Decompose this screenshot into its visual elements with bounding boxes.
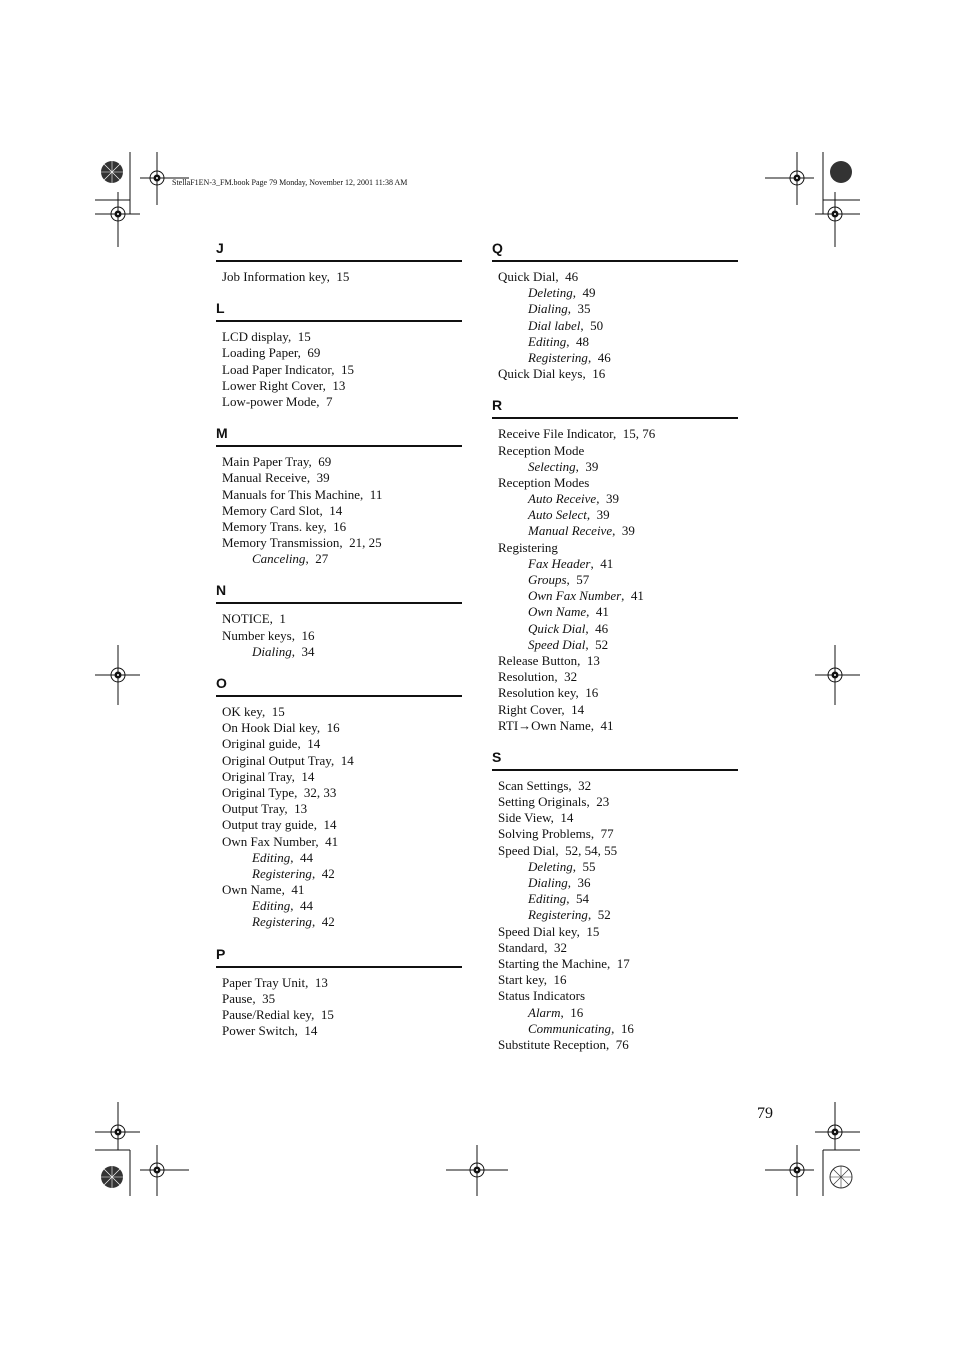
section-rule (216, 966, 462, 968)
entry-list (492, 269, 738, 382)
index-subentry: Dial label, 50 (528, 317, 604, 333)
index-entry: Memory Card Slot, 14 (222, 502, 343, 518)
entry-list (216, 269, 462, 285)
entry-term: Number keys (222, 627, 292, 643)
index-entry: Quick Dial, 46 (498, 269, 579, 284)
entry-list (216, 704, 462, 931)
entry-term: Output tray guide (222, 817, 314, 833)
entry-term: NOTICE (222, 611, 270, 627)
index-entry: Paper Tray Unit, 13 (222, 974, 328, 990)
index-entry: On Hook Dial key, 16 (222, 720, 340, 736)
entry-pages: 27 (315, 551, 329, 567)
index-entry: Memory Trans. key, 16 (222, 518, 347, 534)
entry-pages: 41 (600, 717, 614, 733)
index-subentry: Auto Receive, 39 (528, 491, 619, 507)
index-section-p (216, 946, 462, 1040)
index-entry (492, 988, 738, 1004)
index-entry: Own Name, 41 (222, 882, 305, 898)
index-entry: Standard, 32 (498, 939, 567, 955)
index-entry: Output Tray, 13 (222, 801, 308, 817)
section-letter: O (216, 675, 227, 691)
index-entry: Right Cover, 14 (498, 701, 585, 717)
entry-pages: 16 (570, 1004, 584, 1020)
entry-term: Quick Dial (498, 269, 556, 284)
entry-pages: 69 (318, 454, 332, 470)
page-number: 79 (757, 1105, 773, 1122)
index-entry: Setting Originals, 23 (498, 794, 610, 810)
entry-pages: 32 (553, 939, 567, 955)
entry-pages: 14 (329, 502, 343, 518)
entry-pages: 14 (301, 768, 315, 784)
entry-list (216, 329, 462, 410)
entry-term: Original Type (222, 784, 295, 800)
entry-term: Status Indicators (498, 988, 586, 1004)
section-rule (216, 320, 462, 322)
index-entry: RTI→Own Name, 41 (498, 717, 614, 733)
index-subentry: Speed Dial, 52 (528, 636, 609, 652)
index-subentry: Groups, 57 (528, 572, 590, 587)
entry-term: OK key (222, 704, 262, 719)
index-entry: OK key, 15 (222, 704, 285, 719)
entry-pages: 15 (297, 329, 311, 345)
entry-pages: 76 (615, 1036, 629, 1052)
index-section-o (216, 675, 462, 931)
entry-term: Memory Transmission (222, 535, 340, 551)
index-entry: Main Paper Tray, 69 (222, 454, 332, 470)
entry-term: Manual Receive (528, 523, 613, 539)
section-letter: P (216, 945, 226, 962)
entry-pages: 13 (294, 801, 308, 817)
entry-pages: 16 (301, 627, 315, 643)
index-entry: Job Information key, 15 (222, 269, 350, 284)
index-subentry: Editing, 54 (528, 891, 590, 907)
index-subentry: Editing, 48 (528, 333, 590, 349)
entry-pages: 32 (578, 777, 592, 793)
section-letter: J (216, 240, 224, 256)
entry-term: Fax Header (528, 555, 591, 571)
index-subentry: Own Fax Number, 41 (528, 588, 644, 604)
entry-pages: 14 (304, 1023, 318, 1039)
index-subentry: Dialing, 36 (528, 875, 591, 890)
entry-term: On Hook Dial key (222, 720, 317, 736)
entry-pages: 35 (262, 990, 276, 1006)
entry-term: Auto Receive (528, 491, 597, 507)
entry-term: Job Information key (222, 269, 327, 284)
entry-pages: 16 (592, 366, 606, 382)
entry-term: Own Fax Number (222, 833, 316, 849)
index-entry (492, 540, 738, 556)
entry-pages: 48 (576, 333, 590, 349)
index-subentry: Dialing, 35 (528, 301, 591, 317)
entry-pages: 54 (576, 891, 590, 907)
entry-term: RTI→Own Name (498, 717, 591, 733)
entry-pages: 32 (564, 669, 578, 685)
entry-term: Setting Originals (498, 794, 587, 810)
section-letter: N (216, 582, 227, 599)
entry-term: Memory Trans. key (222, 518, 324, 534)
entry-term: Original guide (222, 736, 298, 752)
index-entry: Solving Problems, 77 (498, 826, 614, 842)
entry-term: Groups (528, 572, 567, 587)
entry-pages: 77 (600, 826, 614, 842)
index-column-left (216, 240, 462, 1054)
index-entry: Original Tray, 14 (222, 768, 315, 784)
index-subentry: Manual Receive, 39 (528, 523, 635, 539)
entry-term: Reception Modes (498, 474, 590, 490)
entry-pages: 39 (316, 470, 330, 486)
entry-pages: 14 (307, 736, 321, 752)
entry-term: Deleting (528, 285, 573, 301)
entry-term: Receive File Indicator (498, 426, 613, 442)
entry-term: Standard (498, 939, 545, 955)
index-entry: Load Paper Indicator, 15 (222, 361, 354, 377)
index-subentry: Registering, 42 (252, 914, 335, 930)
entry-term: Scan Settings (498, 777, 569, 793)
index-entry: Loading Paper, 69 (222, 345, 321, 361)
index-entry: Receive File Indicator, 15, 76 (498, 426, 656, 442)
index-entry: Speed Dial key, 15 (498, 923, 600, 939)
entry-pages: 21, 25 (349, 535, 382, 551)
index-subentry: Fax Header, 41 (528, 555, 614, 571)
index-section-q (492, 240, 738, 382)
entry-term: Manuals for This Machine (222, 486, 361, 502)
entry-term: Own Name (222, 882, 282, 898)
index-subentry: Registering, 46 (528, 349, 611, 365)
index-section-r (492, 397, 738, 734)
section-rule (492, 417, 738, 419)
entry-pages: 15 (340, 361, 354, 377)
section-rule (492, 260, 738, 262)
entry-term: Own Name (528, 604, 587, 620)
entry-term: Editing (528, 333, 567, 349)
index-section-m (216, 425, 462, 567)
index-entry (492, 443, 738, 459)
entry-pages: 16 (333, 518, 347, 534)
index-entry: Original Type, 32, 33 (222, 784, 337, 800)
index-entry: Low-power Mode, 7 (222, 393, 333, 409)
index-entry: Power Switch, 14 (222, 1023, 318, 1039)
entry-term: Canceling (252, 551, 306, 567)
index-subentry: Selecting, 39 (528, 458, 599, 474)
entry-term: Dialing (252, 643, 292, 659)
entry-list (492, 778, 738, 1053)
entry-pages: 13 (332, 377, 346, 393)
index-entry: Scan Settings, 32 (498, 777, 592, 793)
index-column-right (492, 240, 738, 1068)
section-rule (216, 445, 462, 447)
entry-term: Editing (252, 898, 291, 914)
entry-pages: 52 (595, 636, 609, 652)
entry-term: Starting the Machine (498, 955, 608, 971)
entry-pages: 14 (340, 752, 354, 768)
index-entry: Own Fax Number, 41 (222, 833, 339, 849)
entry-term: Communicating (528, 1020, 612, 1036)
index-entry: Side View, 14 (498, 810, 574, 826)
entry-term: Resolution key (498, 685, 576, 701)
entry-pages: 32, 33 (303, 784, 337, 800)
entry-term: Quick Dial keys (498, 366, 583, 382)
entry-term: Paper Tray Unit (222, 974, 306, 990)
index-entry: LCD display, 15 (222, 329, 311, 345)
index-entry: Release Button, 13 (498, 652, 600, 668)
entry-term: Quick Dial (528, 620, 586, 636)
entry-term: Speed Dial (498, 842, 556, 858)
entry-pages: 52, 54, 55 (565, 842, 618, 858)
entry-pages: 15 (336, 269, 350, 284)
entry-pages: 39 (596, 507, 610, 523)
entry-term: Release Button (498, 652, 578, 668)
entry-pages: 13 (314, 974, 328, 990)
entry-term: Registering (498, 539, 558, 555)
entry-term: Dialing (528, 301, 568, 317)
entry-pages: 41 (325, 833, 339, 849)
entry-pages: 39 (621, 523, 635, 539)
index-entry: Original Output Tray, 14 (222, 752, 354, 768)
index-subentry: Editing, 44 (252, 898, 314, 914)
entry-term: Pause/Redial key (222, 1007, 312, 1022)
entry-pages: 52 (597, 907, 611, 923)
index-subentry: Registering, 42 (252, 865, 335, 881)
entry-term: Editing (528, 891, 567, 907)
entry-list (216, 975, 462, 1040)
index-entry: Manuals for This Machine, 11 (222, 486, 383, 502)
entry-term: Pause (222, 990, 253, 1006)
entry-term: Dial label (528, 317, 581, 333)
entry-pages: 39 (585, 458, 599, 474)
entry-pages: 23 (596, 794, 610, 810)
entry-term: Resolution (498, 669, 555, 685)
entry-pages: 41 (630, 588, 644, 604)
entry-pages: 39 (605, 491, 619, 507)
index-entry: Start key, 16 (498, 972, 567, 988)
section-rule (216, 695, 462, 697)
entry-term: Load Paper Indicator (222, 361, 332, 377)
entry-term: Registering (252, 865, 312, 881)
index-section-j (216, 240, 462, 285)
section-letter: S (492, 748, 502, 765)
entry-pages: 55 (582, 858, 596, 874)
entry-pages: 15, 76 (622, 426, 656, 442)
index-entry: Original guide, 14 (222, 736, 321, 752)
entry-pages: 44 (300, 898, 314, 914)
section-letter: M (216, 425, 228, 442)
entry-term: Power Switch (222, 1023, 295, 1039)
index-subentry: Alarm, 16 (528, 1004, 584, 1020)
entry-pages: 41 (600, 555, 614, 571)
index-subentry: Deleting, 49 (528, 285, 596, 301)
entry-pages: 15 (271, 704, 285, 719)
index-entry: Memory Transmission, 21, 25 (222, 535, 382, 551)
index-entry: Resolution, 32 (498, 669, 578, 685)
entry-pages: 49 (582, 285, 596, 301)
entry-term: Loading Paper (222, 345, 298, 361)
index-subentry: Registering, 52 (528, 907, 611, 923)
section-rule (216, 260, 462, 262)
entry-term: Editing (252, 849, 291, 865)
entry-term: Speed Dial (528, 636, 586, 652)
entry-term: Deleting (528, 858, 573, 874)
index-entry: Pause/Redial key, 15 (222, 1007, 334, 1022)
index-entry: Quick Dial keys, 16 (498, 366, 606, 382)
section-letter: Q (492, 240, 503, 256)
entry-pages: 16 (585, 685, 599, 701)
entry-pages: 15 (586, 923, 600, 939)
entry-term: Speed Dial key (498, 923, 577, 939)
entry-pages: 35 (577, 301, 591, 317)
index-entry: Lower Right Cover, 13 (222, 377, 346, 393)
index-entry: NOTICE, 1 (222, 611, 286, 627)
entry-term: Original Output Tray (222, 752, 331, 768)
entry-pages: 16 (620, 1020, 634, 1036)
entry-term: Dialing (528, 875, 568, 890)
entry-pages: 41 (291, 882, 305, 898)
index-entry: Number keys, 16 (222, 627, 315, 643)
entry-term: Main Paper Tray (222, 454, 309, 470)
entry-pages: 46 (565, 269, 579, 284)
index-entry: Resolution key, 16 (498, 685, 599, 701)
index-subentry: Own Name, 41 (528, 604, 609, 620)
entry-pages: 14 (560, 810, 574, 826)
entry-pages: 42 (321, 865, 335, 881)
entry-term: Selecting (528, 458, 576, 474)
index-section-s (492, 749, 738, 1053)
entry-term: Substitute Reception (498, 1036, 606, 1052)
entry-term: Own Fax Number (528, 588, 622, 604)
entry-pages: 69 (307, 345, 321, 361)
entry-term: Output Tray (222, 801, 285, 817)
index-entry (492, 475, 738, 491)
index-subentry: Deleting, 55 (528, 858, 596, 874)
entry-term: Auto Select (528, 507, 587, 523)
entry-pages: 16 (326, 720, 340, 736)
entry-pages: 57 (576, 572, 590, 587)
entry-term: Alarm (528, 1004, 561, 1020)
entry-term: Registering (252, 914, 312, 930)
index-entry: Starting the Machine, 17 (498, 955, 630, 971)
entry-term: Registering (528, 907, 588, 923)
entry-pages: 42 (321, 914, 335, 930)
entry-pages: 50 (590, 317, 604, 333)
index-subentry: Editing, 44 (252, 849, 314, 865)
entry-term: LCD display (222, 329, 288, 345)
entry-term: Manual Receive (222, 470, 307, 486)
index-subentry: Dialing, 34 (252, 643, 315, 659)
index-subentry: Communicating, 16 (528, 1020, 634, 1036)
entry-term: Solving Problems (498, 826, 591, 842)
index-section-l (216, 300, 462, 410)
entry-pages: 46 (597, 349, 611, 365)
entry-pages: 11 (369, 486, 383, 502)
index-section-n (216, 582, 462, 660)
entry-pages: 44 (300, 849, 314, 865)
entry-term: Low-power Mode (222, 393, 317, 409)
entry-pages: 7 (325, 393, 333, 409)
entry-list (216, 454, 462, 567)
entry-term: Lower Right Cover (222, 377, 323, 393)
entry-list (492, 426, 738, 734)
index-subentry: Canceling, 27 (252, 551, 329, 567)
index-entry: Manual Receive, 39 (222, 470, 330, 486)
entry-list (216, 611, 462, 660)
entry-pages: 13 (586, 652, 600, 668)
section-letter: L (216, 300, 225, 317)
entry-pages: 46 (595, 620, 609, 636)
index-entry: Pause, 35 (222, 990, 276, 1006)
header-file-info: StellaF1EN-3_FM.book Page 79 Monday, November 12, 2001 11:38 AM (172, 178, 408, 187)
entry-term: Side View (498, 810, 551, 826)
entry-pages: 36 (577, 875, 591, 890)
entry-term: Reception Mode (498, 442, 585, 458)
entry-pages: 14 (323, 817, 337, 833)
index-entry: Speed Dial, 52, 54, 55 (498, 842, 618, 858)
entry-term: Registering (528, 349, 588, 365)
index-subentry: Auto Select, 39 (528, 507, 610, 523)
entry-pages: 15 (320, 1007, 334, 1022)
section-rule (492, 769, 738, 771)
entry-term: Start key (498, 972, 544, 988)
index-entry: Substitute Reception, 76 (498, 1036, 629, 1052)
entry-pages: 16 (553, 972, 567, 988)
entry-term: Right Cover (498, 701, 562, 717)
entry-term: Memory Card Slot (222, 502, 320, 518)
entry-pages: 34 (301, 643, 315, 659)
entry-term: Original Tray (222, 768, 292, 784)
entry-pages: 14 (571, 701, 585, 717)
entry-pages: 1 (279, 611, 286, 627)
index-subentry: Quick Dial, 46 (528, 620, 609, 636)
entry-pages: 41 (595, 604, 609, 620)
section-rule (216, 602, 462, 604)
entry-pages: 17 (616, 955, 630, 971)
section-letter: R (492, 397, 503, 414)
index-entry: Output tray guide, 14 (222, 817, 337, 833)
